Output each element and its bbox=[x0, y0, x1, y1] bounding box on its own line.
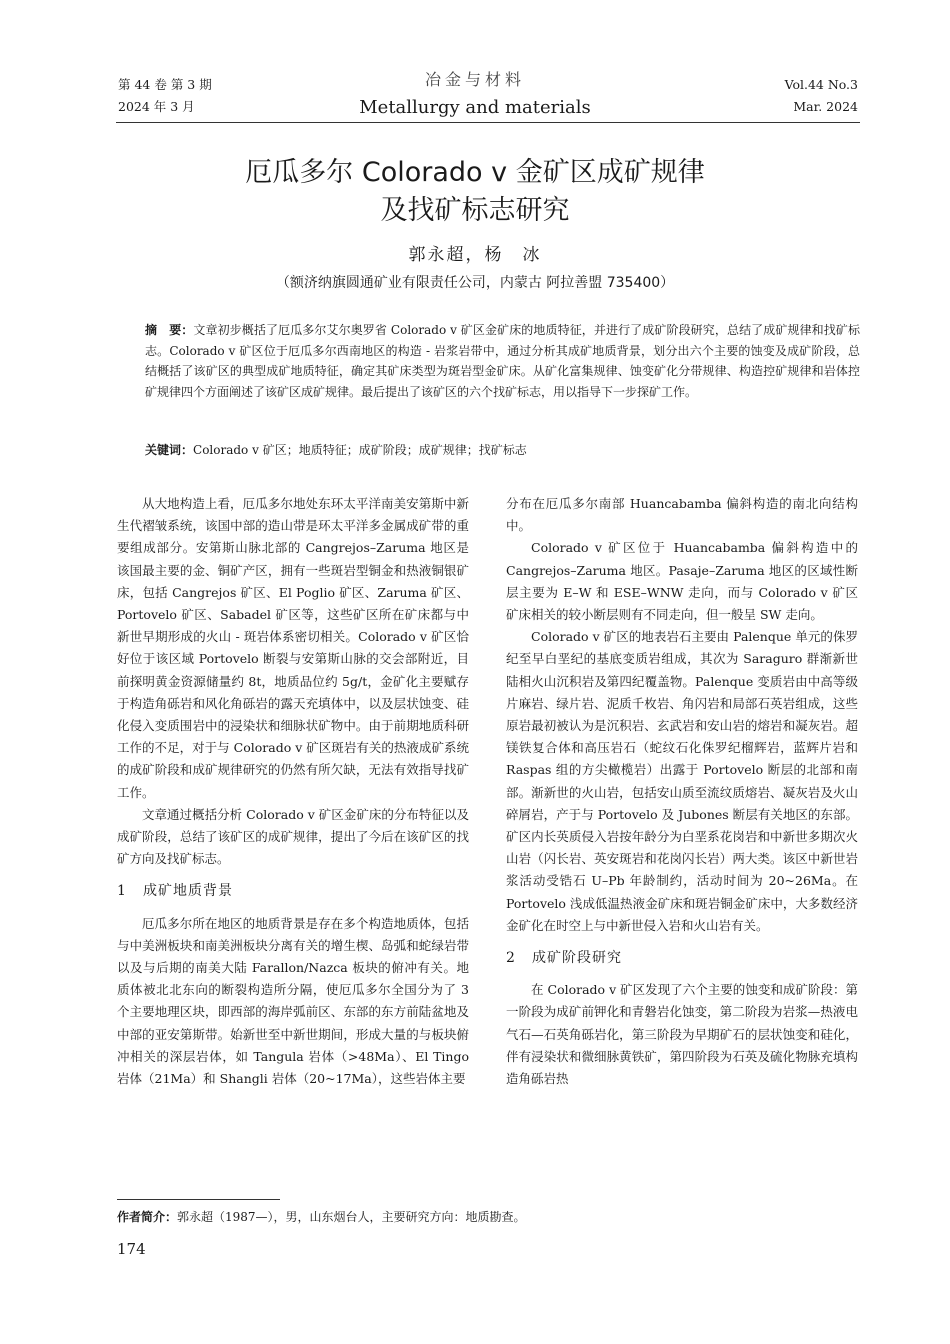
abstract bbox=[145, 320, 860, 402]
paragraph: 厄瓜多尔所在地区的地质背景是存在多个构造地质体，包括与中美洲板块和南美洲板块分离有关的增生楔、岛弧和蛇绿岩带以及与后期的南美大陆 Farallon/Nazca 板块的俯冲有关。地质体被北北东向的断裂构造所分隔，使厄瓜多尔全国分为了 3 个主要地理区块，即西部的海岸弧前区、东部的东方前陆盆地及中部的亚安第斯带。始新世至中新世期间，形成大量的与板块俯冲相关的深层岩体，如 Tangula 岩体（>48Ma）、El Tingo 岩体（21Ma）和 Shangli 岩体（20~17Ma），这些岩体主要 bbox=[117, 915, 469, 1087]
footnote-divider bbox=[117, 1199, 280, 1200]
footnote-label: 作者简介： bbox=[117, 1210, 178, 1224]
paragraph: 在 Colorado v 矿区发现了六个主要的蚀变和成矿阶段：第一阶段为成矿前钾化和青磐岩化蚀变，第二阶段为岩浆—热液电气石—石英角砾岩化，第三阶段为早期矿石的层状蚀变和硅化，伴有浸染状和微细脉黄铁矿，第四阶段为石英及硫化物脉充填构造角砾岩热 bbox=[506, 982, 858, 1087]
title-line-2: 及找矿标志研究 bbox=[380, 195, 570, 226]
journal-name-cn: 冶金与材料 bbox=[424, 70, 525, 89]
affiliation: （额济纳旗圆通矿业有限责任公司，内蒙古 阿拉善盟 735400） bbox=[275, 275, 675, 291]
header-divider bbox=[116, 122, 860, 123]
authors: 郭永超，杨 冰 bbox=[408, 245, 542, 265]
paragraph: Colorado v 矿区位于 Huancabamba 偏斜构造中的 Cangrejos–Zaruma 地区。Pasaje–Zaruma 地区的区域性断层主要为 E–W 和 ESE–WNW 走向，而与 Colorado v 矿区矿床相关的较小断层则有不同走向，但一般呈 SW 走向。 bbox=[506, 540, 858, 623]
header-right bbox=[785, 74, 858, 118]
volume-issue-en: Vol.44 No.3 bbox=[784, 77, 858, 92]
body-column-left bbox=[117, 493, 469, 1090]
keywords-text: Colorado v 矿区；地质特征；成矿阶段；成矿规律；找矿标志 bbox=[193, 443, 527, 457]
section-heading-2 bbox=[506, 947, 858, 969]
keywords bbox=[145, 440, 860, 460]
header-left bbox=[118, 74, 212, 118]
footnote-text: 郭永超（1987—），男，山东烟台人，主要研究方向：地质勘查。 bbox=[177, 1210, 526, 1224]
journal-name bbox=[300, 66, 650, 122]
abstract-label: 摘 要： bbox=[145, 323, 194, 337]
paper-title bbox=[150, 154, 800, 230]
title-line-1: 厄瓜多尔 Colorado v 金矿区成矿规律 bbox=[245, 157, 705, 188]
author-footnote bbox=[117, 1208, 526, 1225]
section-number: 1 bbox=[117, 883, 127, 900]
issue-date: 2024 年 3 月 bbox=[118, 99, 195, 114]
paragraph: 从大地构造上看，厄瓜多尔地处东环太平洋南美安第斯中新生代褶皱系统，该国中部的造山带是环太平洋多金属成矿带的重要组成部分。安第斯山脉北部的 Cangrejos–Zaruma 地区是该国最主要的金、铜矿产区，拥有一些斑岩型铜金和热液铜银矿床，包括 Cangrejos 矿区、El Poglio 矿区、Zaruma 矿区、Portovelo 矿区、Sabadel 矿区等，这些矿区所在矿床都与中新世早期形成的火山 - 斑岩体系密切相关。Colorado v 矿区恰好位于该区域 Portovelo 断裂与安第斯山脉的交会部附近，目前探明黄金资源储量约 8t，地质品位约 5g/t，金矿化主要赋存于构造角砾岩和风化角砾岩的露天充填体中，以及层状蚀变、硅化侵入变质围岩中的浸染状和细脉状矿物中。由于前期地质科研工作的不足，对于与 Colorado v 矿区斑岩有关的热液成矿系统的成矿阶段和成矿规律研究的仍然有所欠缺，无法有效指导找矿工作。 bbox=[117, 496, 469, 800]
section-heading-1 bbox=[117, 880, 469, 902]
keywords-label: 关键词： bbox=[145, 443, 194, 457]
journal-name-en: Metallurgy and materials bbox=[359, 97, 591, 118]
section-number: 2 bbox=[506, 950, 516, 967]
paragraph: Colorado v 矿区的地表岩石主要由 Palenque 单元的侏罗纪至早白垩纪的基底变质岩组成，其次为 Saraguro 群渐新世陆相火山沉积岩及第四纪覆盖物。Palenque 变质岩由中高等级片麻岩、绿片岩、泥质千枚岩、角闪岩和局部石英岩组成，这些原岩最初被认为是沉积岩、玄武岩和安山岩的熔岩和凝灰岩。超镁铁复合体和高压岩石（蛇纹石化侏罗纪榴辉岩，蓝辉片岩和 Raspas 组的方尖橄榄岩）出露于 Portovelo 断层的北部和南部。渐新世的火山岩，包括安山质至流纹质熔岩、凝灰岩及火山碎屑岩，产于与 Portovelo 及 Jubones 断层有关地区的东部。矿区内长英质侵入岩按年龄分为白垩系花岗岩和中新世多期次火山岩（闪长岩、英安斑岩和花岗闪长岩）两大类。该区中新世岩浆活动受锆石 U–Pb 年龄制约，活动时间为 20~26Ma。在 Portovelo 浅成低温热液金矿床和斑岩铜金矿床中，大多数经济金矿化在时空上与中新世侵入岩和火山岩有关。 bbox=[506, 629, 858, 933]
section-title: 成矿地质背景 bbox=[143, 883, 233, 900]
page-number: 174 bbox=[117, 1240, 146, 1258]
issue-date-en: Mar. 2024 bbox=[793, 99, 858, 114]
volume-issue: 第 44 卷 第 3 期 bbox=[118, 77, 212, 92]
section-title: 成矿阶段研究 bbox=[532, 950, 622, 967]
abstract-text: 文章初步概括了厄瓜多尔艾尔奥罗省 Colorado v 矿区金矿床的地质特征，并进行了成矿阶段研究，总结了成矿规律和找矿标志。Colorado v 矿区位于厄瓜多尔西南地区的构造 - 岩浆岩带中，通过分析其成矿地质背景，划分出六个主要的蚀变及成矿阶段，总结概括了该矿区的典型成矿地质特征，确定其矿床类型为斑岩型金矿床。从矿化富集规律、蚀变矿化分带规律、构造控矿规律和岩体控矿规律四个方面阐述了该矿区成矿规律。最后提出了该矿区的六个找矿标志，用以指导下一步探矿工作。 bbox=[145, 323, 860, 399]
paragraph: 文章通过概括分析 Colorado v 矿区金矿床的分布特征以及成矿阶段，总结了该矿区的成矿规律，提出了今后在该矿区的找矿方向及找矿标志。 bbox=[117, 806, 469, 867]
body-column-right bbox=[506, 493, 858, 1090]
paragraph: 分布在厄瓜多尔南部 Huancabamba 偏斜构造的南北向结构中。 bbox=[506, 496, 858, 534]
